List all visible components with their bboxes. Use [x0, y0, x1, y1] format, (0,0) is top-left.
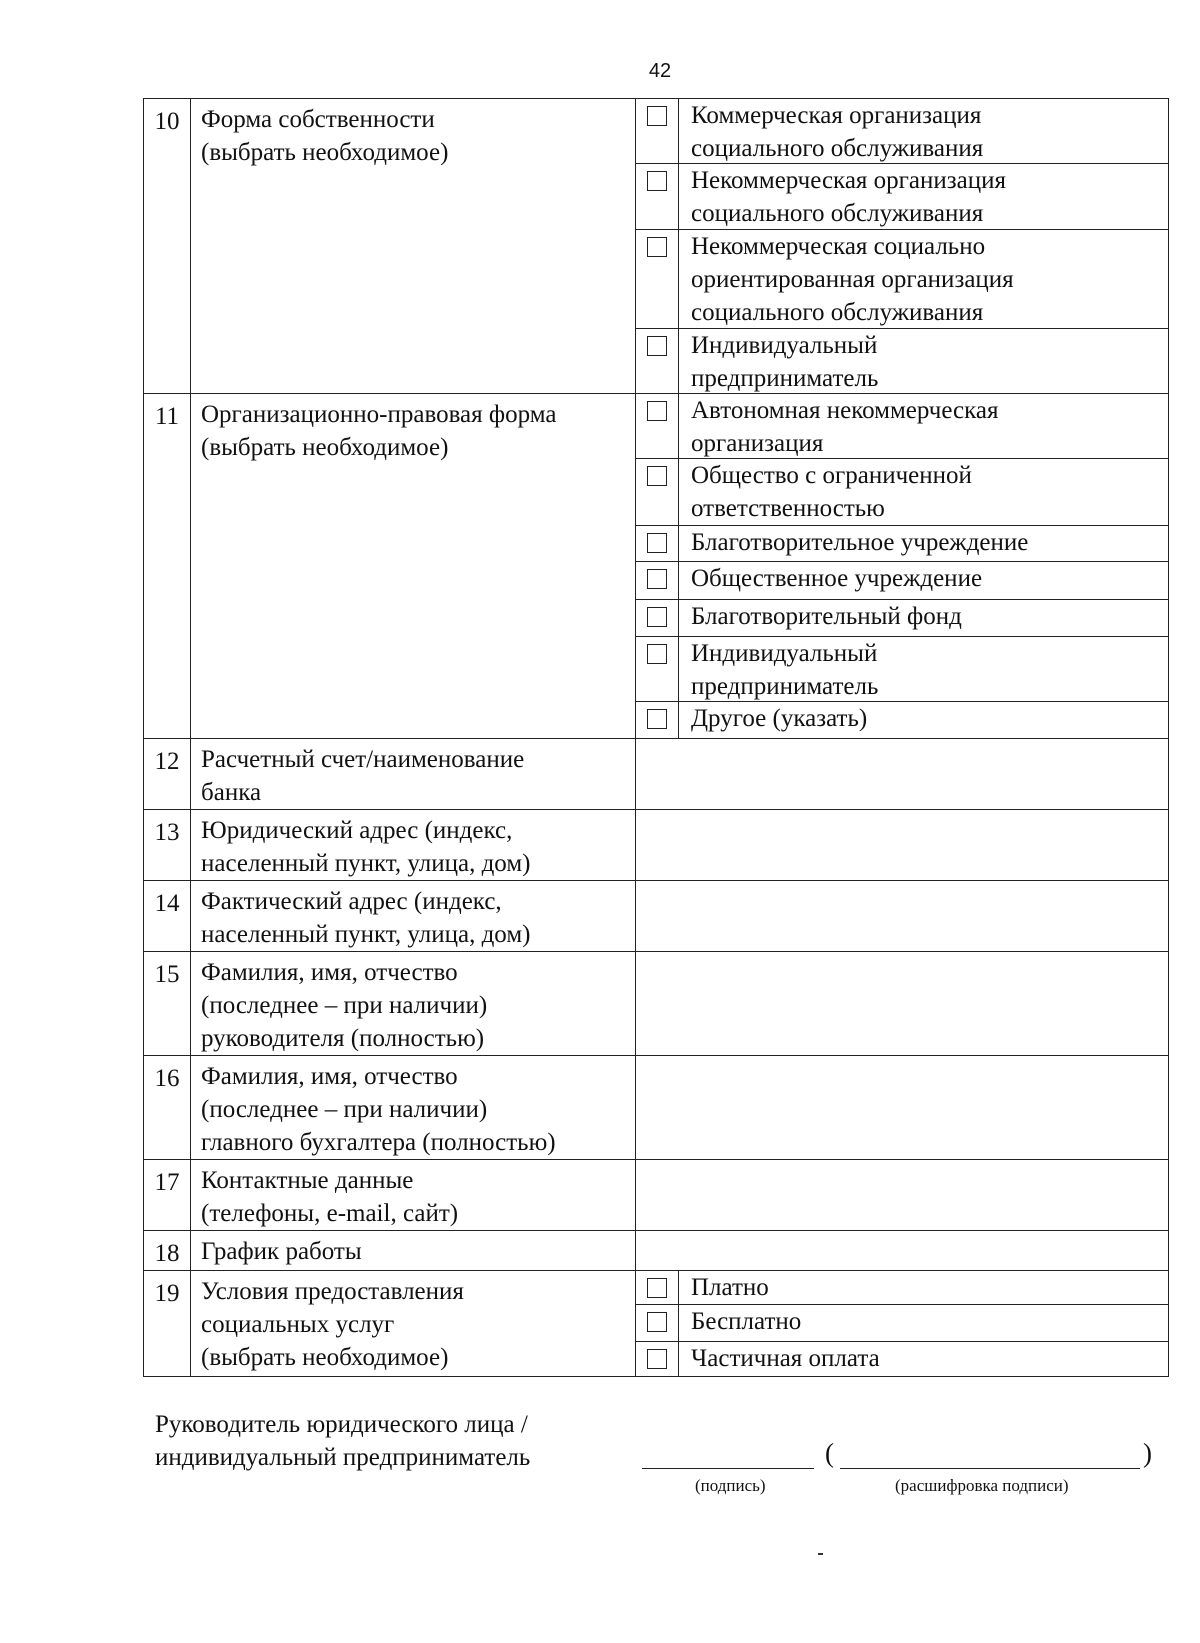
field-label-line: Расчетный счет/наименование	[201, 746, 525, 773]
option-label-line: предприниматель	[691, 673, 879, 700]
field-label-line: Фамилия, имя, отчество	[201, 959, 458, 986]
options-group	[636, 394, 1169, 739]
option-label-line: Некоммерческая социально	[691, 233, 986, 260]
field-label	[191, 810, 636, 881]
field-label	[191, 952, 636, 1056]
checkbox-cell	[636, 329, 679, 393]
option-label-line: Автономная некоммерческая	[691, 397, 999, 424]
checkbox[interactable]	[647, 336, 667, 356]
signature-caption: (подпись)	[695, 1476, 766, 1495]
option-label-line: ответственностью	[691, 495, 885, 522]
field-label	[191, 881, 636, 952]
value-input-cell[interactable]	[636, 952, 1169, 1056]
field-label-line: График работы	[201, 1238, 362, 1265]
option-label-line: Общество с ограниченной	[691, 462, 972, 489]
value-input-cell[interactable]	[636, 1160, 1169, 1231]
checkbox-cell	[636, 164, 679, 229]
option-label	[679, 1305, 1168, 1341]
checkbox[interactable]	[647, 644, 667, 664]
field-label-line: населенный пункт, улица, дом)	[201, 850, 531, 877]
field-label-line: главного бухгалтера (полностью)	[201, 1129, 556, 1156]
option-row[interactable]	[636, 99, 1168, 163]
field-label-line: Юридический адрес (индекс,	[201, 817, 513, 844]
option-label	[679, 600, 1168, 636]
form-row	[144, 99, 1169, 394]
option-row[interactable]	[636, 599, 1168, 636]
open-parenthesis: (	[825, 1438, 834, 1468]
field-label	[191, 739, 636, 810]
checkbox-cell	[636, 1305, 679, 1341]
row-number: 10	[144, 99, 191, 394]
option-label-line: Частичная оплата	[691, 1345, 880, 1372]
option-row[interactable]	[636, 328, 1168, 393]
checkbox-cell	[636, 230, 679, 328]
field-label	[191, 394, 636, 739]
option-row[interactable]	[636, 701, 1168, 738]
option-label-line: Другое (указать)	[691, 705, 868, 732]
form-row	[144, 1160, 1169, 1231]
field-label-line: Фактический адрес (индекс,	[201, 888, 502, 915]
value-input-cell[interactable]	[636, 810, 1169, 881]
field-label-line: (выбрать необходимое)	[201, 434, 449, 461]
checkbox-cell	[636, 702, 679, 738]
option-row[interactable]	[636, 458, 1168, 525]
option-label-line: Благотворительное учреждение	[691, 529, 1029, 556]
option-label	[679, 637, 1168, 701]
field-label-line: Условия предоставления	[201, 1278, 464, 1305]
checkbox[interactable]	[647, 106, 667, 126]
option-label	[679, 1271, 1168, 1304]
field-label	[191, 1056, 636, 1160]
checkbox-cell	[636, 637, 679, 701]
option-label	[679, 394, 1168, 458]
row-number: 14	[144, 881, 191, 952]
form-row	[144, 739, 1169, 810]
option-label-line: организация	[691, 430, 824, 457]
checkbox-cell	[636, 459, 679, 525]
row-number: 19	[144, 1271, 191, 1377]
form-row	[144, 810, 1169, 881]
checkbox[interactable]	[647, 607, 667, 627]
option-row[interactable]	[636, 525, 1168, 561]
option-label	[679, 702, 1168, 738]
checkbox-cell	[636, 562, 679, 599]
option-label-line: Бесплатно	[691, 1308, 802, 1335]
field-label	[191, 1271, 636, 1377]
option-label-line: ориентированная организация	[691, 266, 1014, 293]
option-label	[679, 164, 1168, 229]
option-label	[679, 526, 1168, 561]
option-label-line: Некоммерческая организация	[691, 167, 1007, 194]
option-row[interactable]	[636, 1271, 1168, 1304]
option-row[interactable]	[636, 1304, 1168, 1341]
row-number: 17	[144, 1160, 191, 1231]
option-label	[679, 459, 1168, 525]
field-label-line: Организационно-правовая форма	[201, 401, 557, 428]
field-label	[191, 1231, 636, 1271]
field-label-line: социальных услуг	[201, 1311, 395, 1338]
field-label-line: Форма собственности	[201, 106, 435, 133]
checkbox[interactable]	[647, 709, 667, 729]
signature-line[interactable]	[642, 1468, 814, 1469]
option-label	[679, 99, 1168, 163]
checkbox[interactable]	[647, 1278, 667, 1298]
option-label-line: социального обслуживания	[691, 200, 984, 227]
checkbox-cell	[636, 600, 679, 636]
option-row[interactable]	[636, 561, 1168, 599]
field-label-line: банка	[201, 779, 262, 806]
close-parenthesis: )	[1143, 1438, 1152, 1468]
option-label-line: социального обслуживания	[691, 135, 984, 162]
option-label	[679, 562, 1168, 599]
option-label-line: Индивидуальный	[691, 640, 878, 667]
form-row	[144, 1056, 1169, 1160]
field-label-line: населенный пункт, улица, дом)	[201, 921, 531, 948]
signature-decoding-line[interactable]	[840, 1468, 1140, 1469]
option-label-line: социального обслуживания	[691, 299, 984, 326]
checkbox[interactable]	[647, 533, 667, 553]
option-label-line: Платно	[691, 1274, 769, 1301]
option-row[interactable]	[636, 163, 1168, 229]
option-label	[679, 230, 1168, 328]
option-label	[679, 1342, 1168, 1376]
row-number: 13	[144, 810, 191, 881]
value-input-cell[interactable]	[636, 1056, 1169, 1160]
checkbox[interactable]	[647, 1312, 667, 1332]
option-label-line: Общественное учреждение	[691, 565, 983, 592]
row-number: 11	[144, 394, 191, 739]
form-row	[144, 1231, 1169, 1271]
options-group	[636, 99, 1169, 394]
value-input-cell[interactable]	[636, 739, 1169, 810]
field-label-line: Контактные данные	[201, 1167, 414, 1194]
checkbox-cell	[636, 526, 679, 561]
scan-speck	[818, 1553, 823, 1555]
checkbox[interactable]	[647, 466, 667, 486]
field-label-line: Фамилия, имя, отчество	[201, 1063, 458, 1090]
option-label	[679, 329, 1168, 393]
value-input-cell[interactable]	[636, 881, 1169, 952]
form-row	[144, 881, 1169, 952]
form-row	[144, 1271, 1169, 1377]
option-row[interactable]	[636, 1341, 1168, 1376]
checkbox[interactable]	[647, 171, 667, 191]
signatory-label: Руководитель юридического лица / индивидуальный предприниматель	[155, 1411, 531, 1471]
field-label-line: руководителя (полностью)	[201, 1025, 485, 1052]
checkbox[interactable]	[647, 569, 667, 589]
field-label-line: (выбрать необходимое)	[201, 1344, 449, 1371]
row-number: 18	[144, 1231, 191, 1271]
page-number: 42	[648, 60, 672, 82]
option-label-line: Благотворительный фонд	[691, 603, 962, 630]
row-number: 16	[144, 1056, 191, 1160]
field-label	[191, 99, 636, 394]
checkbox-cell	[636, 394, 679, 458]
option-row[interactable]	[636, 229, 1168, 328]
field-label-line: (выбрать необходимое)	[201, 139, 449, 166]
options-group	[636, 1271, 1169, 1377]
field-label-line: (последнее – при наличии)	[201, 992, 488, 1019]
option-label-line: предприниматель	[691, 365, 879, 392]
field-label	[191, 1160, 636, 1231]
field-label-line: (последнее – при наличии)	[201, 1096, 488, 1123]
option-label-line: Коммерческая организация	[691, 102, 982, 129]
option-row[interactable]	[636, 636, 1168, 701]
checkbox[interactable]	[647, 1349, 667, 1369]
checkbox[interactable]	[647, 401, 667, 421]
option-label-line: Индивидуальный	[691, 332, 878, 359]
signature-decoding-caption: (расшифровка подписи)	[895, 1476, 1069, 1495]
checkbox-cell	[636, 1271, 679, 1304]
row-number: 15	[144, 952, 191, 1056]
checkbox[interactable]	[647, 237, 667, 257]
application-form-table	[143, 98, 1169, 1377]
form-row	[144, 952, 1169, 1056]
checkbox-cell	[636, 99, 679, 163]
value-input-cell[interactable]	[636, 1231, 1169, 1271]
row-number: 12	[144, 739, 191, 810]
form-row	[144, 394, 1169, 739]
field-label-line: (телефоны, e-mail, сайт)	[201, 1200, 459, 1227]
checkbox-cell	[636, 1342, 679, 1376]
option-row[interactable]	[636, 394, 1168, 458]
